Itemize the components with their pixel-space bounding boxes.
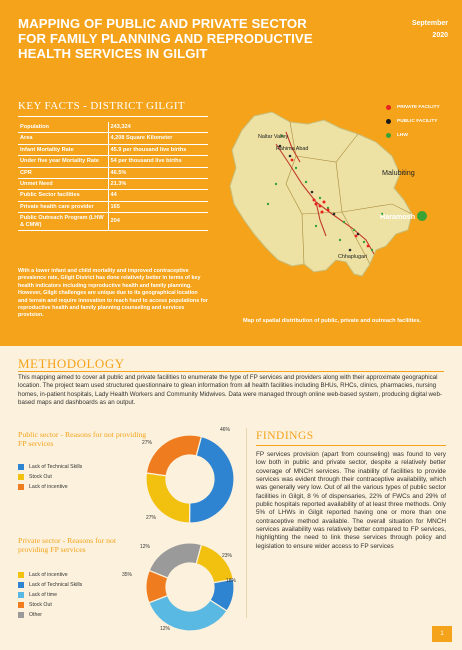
key-facts-table — [18, 122, 208, 231]
methodology-text: This mapping aimed to cover all public and private facilities to enumerate the type of FP services and providers along with their approximate geographical location. The project team used structured questionnaire to glean information from all health facilities including BHUs, RHCs, clinics, pharmacies, nursing homes, in-patient hospitals, Lady Health Workers and Community Midwives. Data were managed through online web-based system, producing digital web-based maps and dashboards as an output. — [18, 374, 442, 406]
map-caption: Map of spatial distribution of public, private and outreach facilities. — [242, 318, 422, 324]
key-fact-value: 46.5% — [108, 167, 208, 178]
legend-swatch — [18, 572, 24, 578]
legend-label: Lack of Technical Skills — [29, 464, 83, 470]
key-fact-value: 45.9 per thousand live births — [108, 144, 208, 155]
key-facts-rule — [18, 116, 208, 117]
findings-text: FP services provision (apart from counseling) was found to very low both in public and private sector, despite a relatively better coverage of MNCH services. The inability of facilities to provide services was evident through their contraceptive availability, which was generally very low. Out of all the various types of public sector facilities in Gilgit, 8 % of dispensaries, 22% of FWCs and 29% of public hospitals reported availability of at least three methods. Only 5% of LHWs in Gilgit reported having one or more than one contraceptive method available. The overall situation for MNCH services availability was relatively better compared to FP services, highlighting the need to link these services through policy and legislation to ensure wider access to FP services — [256, 451, 446, 550]
column-divider — [246, 428, 247, 618]
methodology-title: METHODOLOGY — [18, 356, 125, 371]
key-fact-value: 165 — [108, 201, 208, 212]
private-chart-title: Private sector - Reasons for not providing FP services — [18, 536, 117, 554]
key-fact-row — [18, 213, 208, 231]
map-legend-private: PRIVATE FACILITY — [386, 100, 440, 114]
place-label: Rahima Abad — [276, 146, 309, 152]
key-fact-value: 204 — [108, 213, 208, 231]
donut-slice — [149, 543, 201, 578]
legend-item — [18, 462, 82, 472]
map-legend-public: PUBLIC FACILITY — [386, 114, 440, 128]
legend-label: Lack of incentive — [29, 484, 68, 490]
legend-label: Lack of incentive — [29, 572, 68, 578]
legend-label: Other — [29, 612, 42, 618]
key-fact-row — [18, 190, 208, 201]
legend-item — [18, 482, 82, 492]
key-fact-value: 44 — [108, 190, 208, 201]
legend-swatch — [18, 602, 24, 608]
place-label: Haramosh — [380, 212, 416, 221]
key-fact-value: 4,208 Square Kilometer — [108, 133, 208, 144]
key-fact-label: Infant Mortality Rate — [18, 144, 108, 155]
key-fact-row — [18, 133, 208, 144]
legend-label: Stock Out — [29, 602, 52, 608]
key-fact-row — [18, 156, 208, 167]
legend-swatch — [18, 582, 24, 588]
legend-item — [18, 472, 82, 482]
legend-label: Stock Out — [29, 474, 52, 480]
legend-dot — [386, 119, 391, 124]
place-label: Malubiting — [382, 168, 415, 177]
place-label: Chhaplugari — [338, 254, 368, 260]
key-fact-label: Under five year Mortality Rate — [18, 156, 108, 167]
key-facts-title: KEY FACTS - DISTRICT GILGIT — [18, 100, 186, 112]
key-fact-label: Population — [18, 122, 108, 133]
key-fact-row — [18, 167, 208, 178]
legend-dot — [386, 133, 391, 138]
key-fact-label: Unmet Need — [18, 179, 108, 190]
document-title: MAPPING OF PUBLIC AND PRIVATE SECTOR FOR FAMILY PLANNING AND REPRODUCTIVE HEALTH SERVICES IN GILGIT — [18, 16, 313, 61]
data-label: 12% — [140, 544, 151, 550]
key-facts-paragraph: With a lower infant and child mortality and improved contraceptive prevalence rate, Gilgit District has done relatively better in terms of key health indicators including reproductive health and family planning. However, Gilgit challenges are unique due to its geographical location and terrain and require innovation to reach hard to access populations for reproductive health and family planning counseling and services provision. — [18, 268, 208, 319]
key-fact-label: Private health care provider — [18, 201, 108, 212]
page-number: 1 — [432, 626, 452, 642]
data-label: 27% — [142, 440, 153, 446]
key-fact-label: Public Sector facilities — [18, 190, 108, 201]
public-chart-legend — [18, 462, 82, 492]
key-fact-row — [18, 144, 208, 155]
legend-swatch — [18, 592, 24, 598]
donut-slice — [146, 435, 201, 476]
place-label: Naltar Valley — [258, 134, 289, 140]
private-chart-legend — [18, 570, 82, 620]
legend-swatch — [18, 484, 24, 490]
findings-rule — [256, 445, 446, 446]
legend-item — [18, 600, 82, 610]
key-fact-row — [18, 122, 208, 133]
key-fact-value: 54 per thousand live births — [108, 156, 208, 167]
peak-icon — [417, 211, 427, 221]
legend-item — [18, 590, 82, 600]
methodology-rule — [18, 371, 444, 372]
publication-date: September 2020 — [411, 20, 448, 39]
data-label: 27% — [146, 515, 157, 521]
map-legend — [386, 100, 440, 142]
data-label: 35% — [122, 572, 133, 578]
legend-item — [18, 570, 82, 580]
legend-swatch — [18, 612, 24, 618]
data-label: 46% — [220, 427, 231, 433]
data-label: 23% — [222, 553, 233, 559]
data-label: 18% — [226, 578, 237, 584]
donut-slice — [196, 544, 233, 582]
data-label: 12% — [160, 626, 171, 632]
legend-swatch — [18, 464, 24, 470]
key-fact-row — [18, 179, 208, 190]
key-fact-row — [18, 201, 208, 212]
key-fact-label: Area — [18, 133, 108, 144]
key-fact-value: 21.3% — [108, 179, 208, 190]
key-fact-label: CPR — [18, 167, 108, 178]
key-fact-label: Public Outreach Program (LHW & CMW) — [18, 213, 108, 231]
findings-title: FINDINGS — [256, 430, 314, 442]
legend-label: Lack of time — [29, 592, 57, 598]
legend-swatch — [18, 474, 24, 480]
legend-item — [18, 580, 82, 590]
legend-item — [18, 610, 82, 620]
public-chart-title: Public sector - Reasons for not providing FP services — [18, 430, 147, 448]
map-legend-lhw: LHW — [386, 128, 440, 142]
legend-dot — [386, 105, 391, 110]
key-fact-value: 243,324 — [108, 122, 208, 133]
legend-label: Lack of Technical Skills — [29, 582, 83, 588]
